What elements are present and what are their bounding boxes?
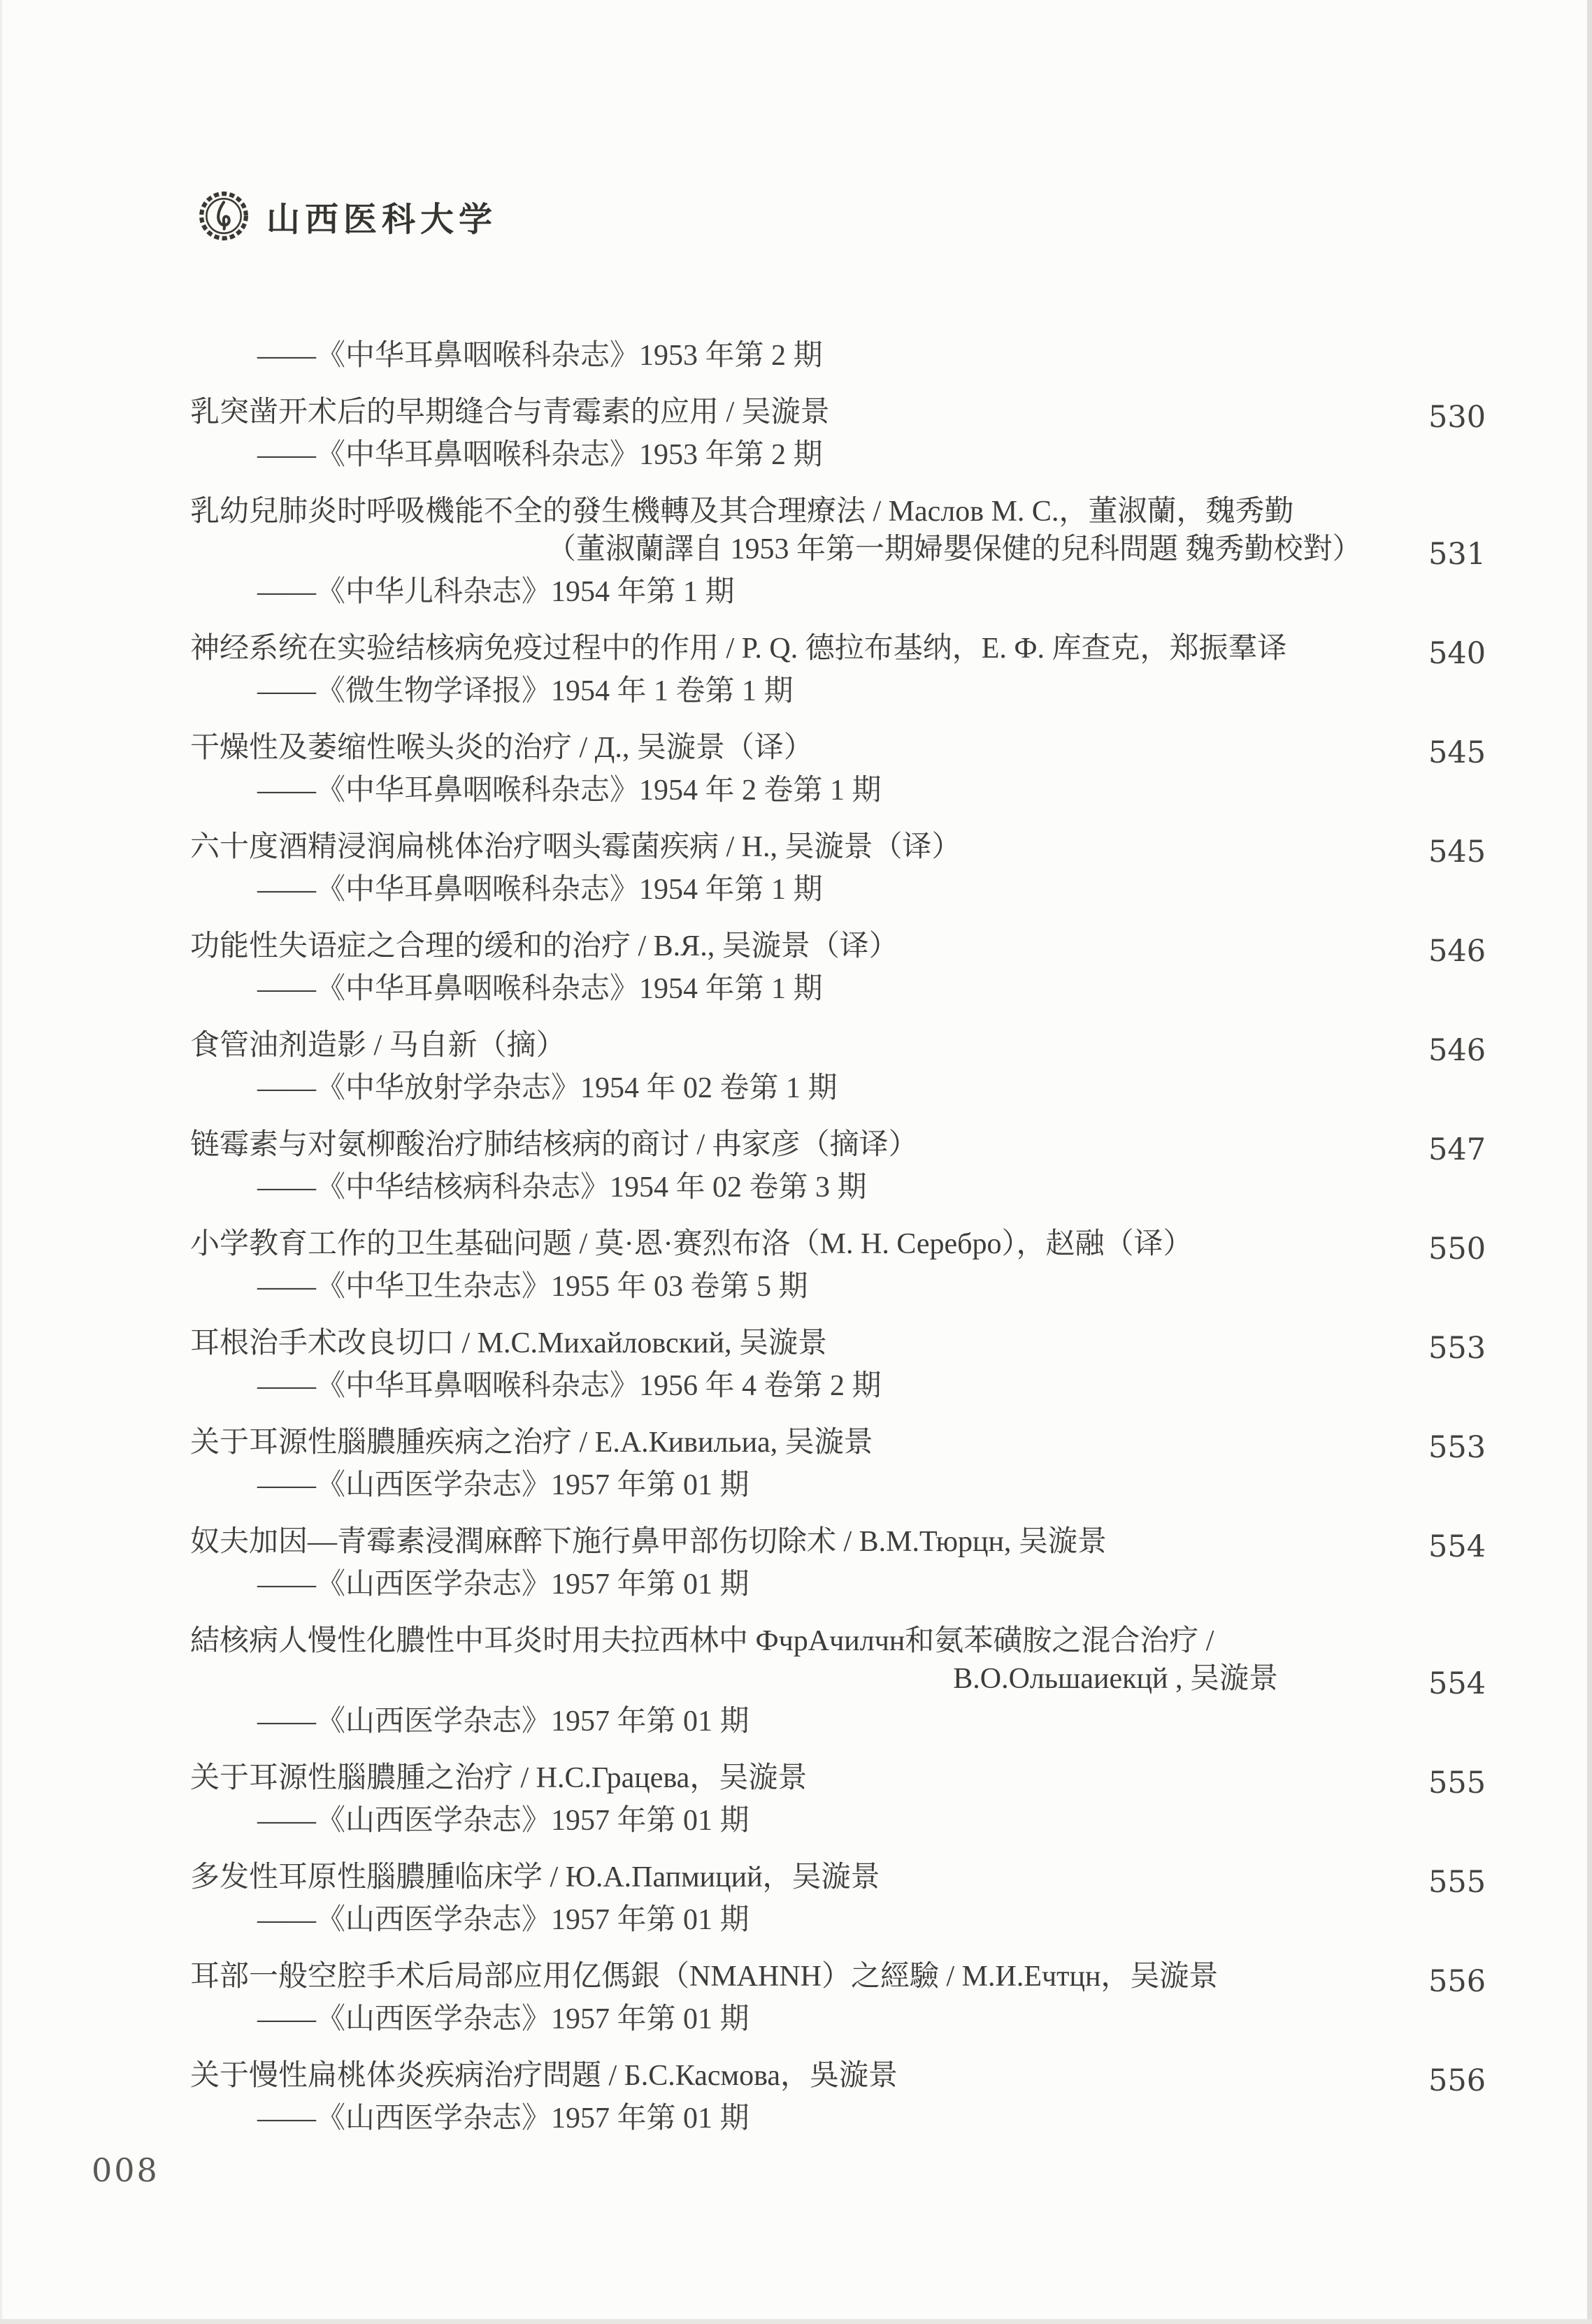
entry-page-number: 540 [1428,636,1486,671]
toc-entry [190,1424,1486,1504]
entry-title: 乳突凿开术后的早期缝合与青霉素的应用 / 吴漩景 [190,396,830,428]
entry-page-number: 553 [1428,1430,1486,1465]
entry-source: ——《中华耳鼻咽喉科杂志》1956 年 4 卷第 2 期 [257,1370,882,1402]
toc-entry-line [190,1069,1479,1107]
entry-title: 耳根治手术改良切口 / М.С.Михайловский, 吴漩景 [190,1327,827,1359]
entry-page-number: 546 [1428,1033,1486,1068]
entry-source: ——《中华卫生杂志》1955 年 03 卷第 5 期 [257,1271,808,1303]
entry-source: ——《微生物学译报》1954 年 1 卷第 1 期 [257,675,794,707]
toc-entry-line [190,1126,1486,1169]
toc-entry [190,828,1486,909]
toc-entry-line [190,1660,1486,1703]
entry-title: 关于耳源性腦膿腫疾病之治疗 / Е.А.Кивильиа, 吴漩景 [190,1427,873,1459]
university-name: 山西医科大学 [266,201,498,238]
toc-entry [190,1958,1486,2038]
toc-entry-line [190,672,1479,710]
entry-page-number: 545 [1428,735,1486,770]
entry-title: 小学教育工作的卫生基础问题 / 莫·恩·赛烈布洛（M. H. Серебро），赵融（译） [190,1228,1193,1260]
toc-entry-line [190,1859,1486,1901]
entry-source: ——《山西医学杂志》1957 年第 01 期 [257,1469,750,1501]
toc-entry [190,493,1486,611]
entry-source: ——《山西医学杂志》1957 年第 01 期 [257,2102,750,2135]
entry-page-number: 554 [1428,1529,1486,1564]
scan-edge-left [0,0,2,2324]
entry-source: ——《中华耳鼻咽喉科杂志》1954 年第 1 期 [257,973,823,1005]
toc-entry [190,1523,1486,1603]
toc-entry-line [190,1268,1479,1306]
toc-entry-line [190,2100,1479,2137]
toc-entry-line [190,970,1479,1008]
toc-entry-line [190,1325,1486,1367]
toc-entry [190,1325,1486,1405]
toc-entry [190,1027,1486,1107]
toc-entry [190,1622,1486,1740]
toc-entry-line [190,493,1479,531]
toc-entry-line [190,772,1479,809]
toc-entry-line [190,1759,1486,1802]
toc-entry-line [190,1367,1479,1405]
entry-source: ——《山西医学杂志》1957 年第 01 期 [257,1904,750,1936]
toc-entry [190,1225,1486,1306]
entry-title: 干燥性及萎缩性喉头炎的治疗 / Д., 吴漩景（译） [190,732,813,764]
toc-entry [190,729,1486,809]
entry-continuation: В.О.Ольшаиекцй , 吴漩景 [953,1663,1278,1695]
entry-page-number: 550 [1428,1232,1486,1266]
toc-entry-line [190,1703,1479,1740]
toc-entry-line [190,1424,1486,1466]
toc-entry-line [190,531,1486,573]
entry-title: 奴夫加因—青霉素浸潤麻醉下施行鼻甲部伤切除术 / В.М.Тюрцн, 吴漩景 [190,1526,1107,1558]
entry-title: 关于耳源性腦膿腫之治疗 / Н.С.Грацева，吴漩景 [190,1762,808,1794]
toc-entry-line [190,1622,1479,1660]
toc-entry-line [190,928,1486,970]
toc-entry-line [190,1901,1479,1939]
toc-entry [190,337,1479,375]
toc-entry-line [190,1169,1479,1206]
toc-entry-line [190,729,1486,772]
entry-page-number: 531 [1428,537,1486,572]
toc-entry-line [190,828,1486,871]
entry-source: ——《山西医学杂志》1957 年第 01 期 [257,1705,750,1738]
scan-edge-right [1587,0,1592,2324]
toc-entry-line [190,2000,1479,2038]
toc-entry [190,394,1486,474]
entry-title: 乳幼兒肺炎时呼吸機能不全的發生機轉及其合理療法 / Маслов М. С.，董淑蘭，魏秀勤 [190,496,1294,528]
toc-entry-line [190,1466,1479,1504]
entry-source: ——《中华耳鼻咽喉科杂志》1954 年第 1 期 [257,874,823,906]
entry-source: ——《中华结核病科杂志》1954 年 02 卷第 3 期 [257,1171,867,1204]
toc-entry [190,2057,1486,2137]
toc-entry-line [190,1566,1479,1603]
toc-entry-line [190,573,1479,611]
entry-title: 功能性失语症之合理的缓和的治疗 / В.Я., 吴漩景（译） [190,930,898,962]
toc-entry-line [190,337,1479,375]
entry-source: ——《山西医学杂志》1957 年第 01 期 [257,1805,750,1837]
toc-entry [190,928,1486,1008]
entry-title: 結核病人慢性化膿性中耳炎时用夫拉西林中 ФчрАчилчн和氨苯磺胺之混合治疗 / [190,1625,1214,1657]
folio-page-number: 008 [92,2151,159,2189]
toc-entry-line [190,394,1486,436]
entry-page-number: 547 [1428,1132,1486,1167]
entry-source: ——《山西医学杂志》1957 年第 01 期 [257,1568,750,1601]
entry-title: 耳部一般空腔手术后局部应用亿傌銀（NMAHNH）之經驗 / М.И.Ечтцн，吴漩景 [190,1961,1219,1993]
toc-entry-line [190,1958,1486,2000]
toc-entry-line [190,1027,1486,1069]
toc-entry [190,1126,1486,1206]
entry-page-number: 555 [1428,1865,1486,1900]
entry-page-number: 556 [1428,2063,1486,2098]
entry-page-number: 554 [1428,1666,1486,1701]
entry-source: ——《中华放射学杂志》1954 年 02 卷第 1 期 [257,1072,838,1104]
entry-source: ——《中华耳鼻咽喉科杂志》1953 年第 2 期 [257,439,823,471]
toc-entry-line [190,1802,1479,1840]
entry-page-number: 530 [1428,400,1486,435]
university-header [198,190,497,242]
toc-entry [190,1859,1486,1939]
entry-source: ——《中华耳鼻咽喉科杂志》1954 年 2 卷第 1 期 [257,774,882,807]
entry-title: 关于慢性扁桃体炎疾病治疗問題 / Б.С.Касмова，吳漩景 [190,2060,898,2092]
toc-entry-line [190,871,1479,909]
entry-page-number: 555 [1428,1766,1486,1800]
toc-entry-line [190,1225,1486,1268]
toc-entry [190,1759,1486,1840]
entry-source: ——《中华儿科杂志》1954 年第 1 期 [257,576,735,608]
university-seal-icon [198,190,250,242]
entry-title: 六十度酒精浸润扁桃体治疗咽头霉菌疾病 / Н., 吴漩景（译） [190,831,961,863]
toc-entry-line [190,2057,1486,2100]
entry-title: 链霉素与对氨柳酸治疗肺结核病的商讨 / 冉家彦（摘译） [190,1129,918,1161]
entry-title: 神经系统在实验结核病免疫过程中的作用 / P. Q. 德拉布基纳，E. Ф. 库查克，郑振羣译 [190,633,1287,665]
toc-entry-line [190,1523,1486,1566]
entry-page-number: 553 [1428,1331,1486,1366]
toc-entry [190,630,1486,710]
entry-continuation: （董淑蘭譯自 1953 年第一期婦嬰保健的兒科問題 魏秀勤校對） [547,533,1362,565]
entry-title: 食管油剂造影 / 马自新（摘） [190,1030,566,1062]
toc-list [190,337,1486,2156]
entry-source: ——《中华耳鼻咽喉科杂志》1953 年第 2 期 [257,340,823,372]
toc-entry-line [190,436,1479,474]
entry-source: ——《山西医学杂志》1957 年第 01 期 [257,2003,750,2035]
entry-page-number: 546 [1428,934,1486,969]
entry-title: 多发性耳原性腦膿腫临床学 / Ю.А.Папмиций，吴漩景 [190,1861,880,1893]
scan-edge-bottom [0,2319,1592,2324]
entry-page-number: 545 [1428,835,1486,869]
entry-page-number: 556 [1428,1964,1486,1999]
toc-entry-line [190,630,1486,672]
